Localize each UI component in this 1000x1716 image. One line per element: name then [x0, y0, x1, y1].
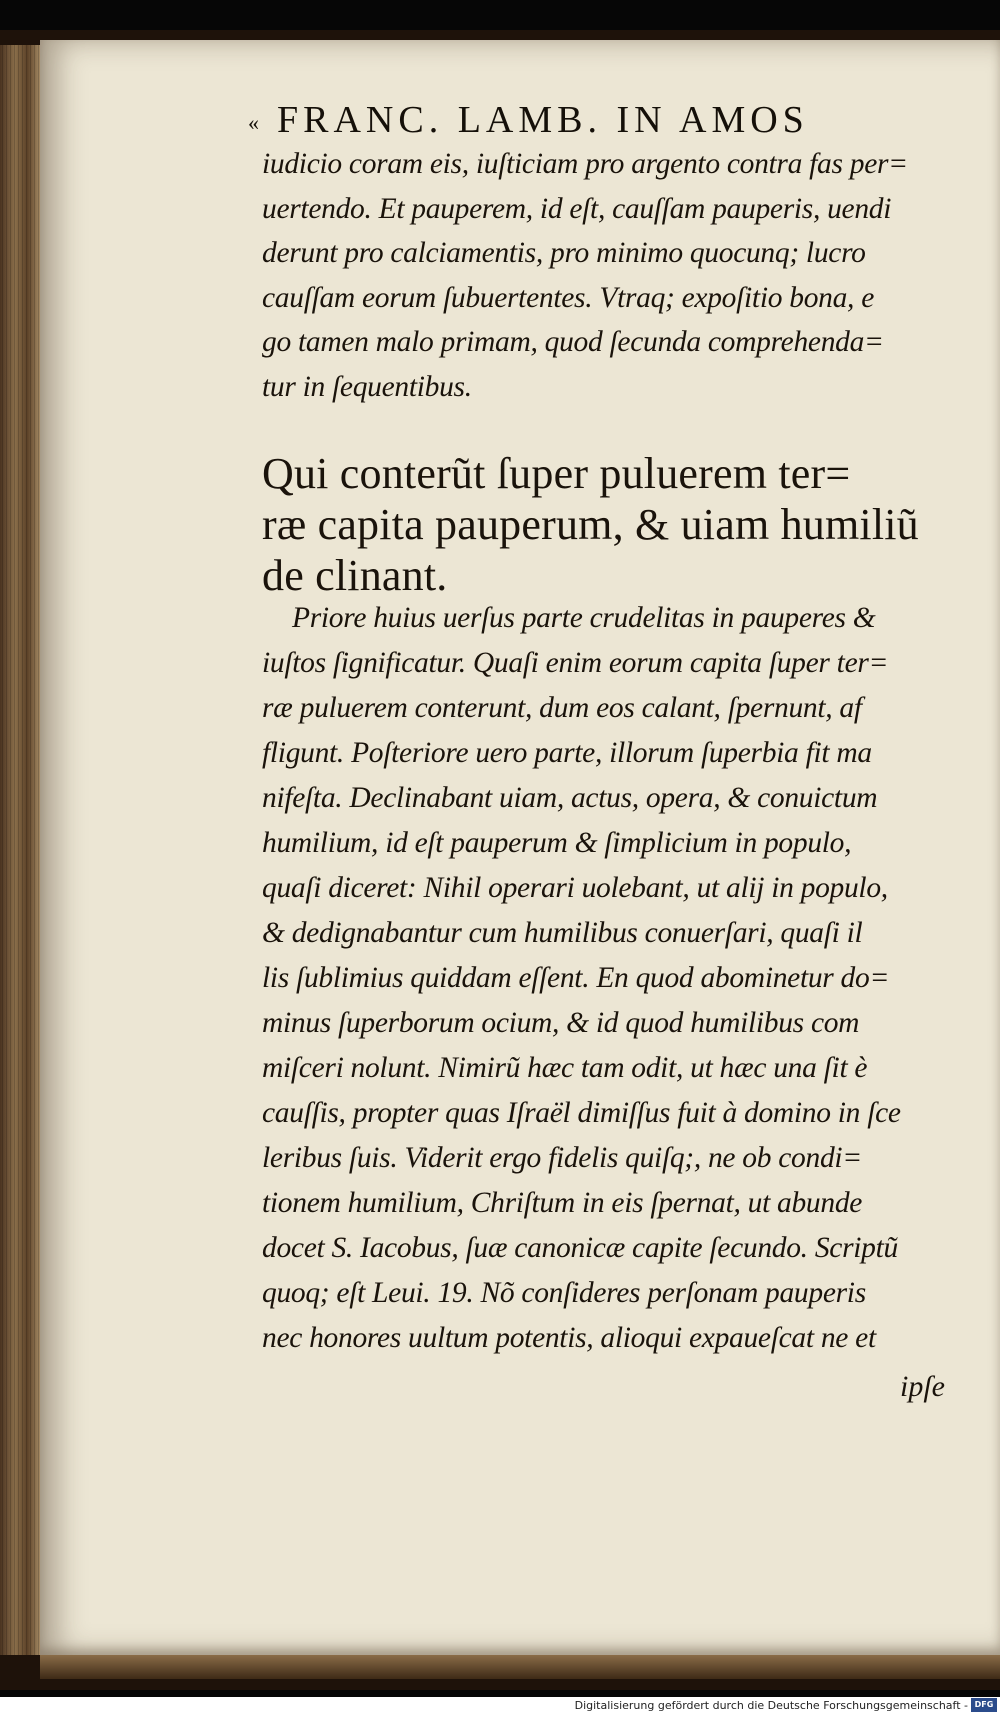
text-line: cauſſam eorum ſubuertentes. Vtraq; expoſitio bona, e: [262, 281, 874, 314]
text-line: humilium, id eſt pauperum & ſimplicium in populo,: [262, 827, 852, 859]
text-line: de clinant.: [262, 551, 448, 600]
text-line: tur in ſequentibus.: [262, 370, 472, 403]
text-line: & dedignabantur cum humilibus conuerſari, quaſi il: [262, 917, 863, 949]
text-line: quaſi diceret: Nihil operari uolebant, ut alij in populo,: [262, 872, 888, 904]
text-line: cauſſis, propter quas Iſraël dimiſſus fuit à domino in ſce: [262, 1097, 901, 1129]
text-line: ræ puluerem conterunt, dum eos calant, ſpernunt, af: [262, 692, 862, 724]
text-line: tionem humilium, Chriſtum in eis ſpernat, ut abunde: [262, 1187, 863, 1219]
text-line: iuſtos ſignificatur. Quaſi enim eorum capita ſuper ter=: [262, 647, 889, 679]
text-line: go tamen malo primam, quod ſecunda comprehenda=: [262, 326, 884, 358]
footer-credit: Digitalisierung gefördert durch die Deutsche Forschungsgemeinschaft -: [574, 1699, 968, 1712]
head-mark: «: [248, 110, 259, 136]
text-line: docet S. Iacobus, ſuæ canonicæ capite ſecundo. Scriptũ: [262, 1232, 898, 1264]
text-line: quoq; eſt Leui. 19. Nõ conſideres perſonam pauperis: [262, 1277, 866, 1309]
book-bottom-edge: [40, 1655, 1000, 1679]
text-line: nifeſta. Declinabant uiam, actus, opera, & conuictum: [262, 782, 878, 814]
text-line: uertendo. Et pauperem, id eſt, cauſſam pauperis, uendi: [262, 192, 892, 225]
text-line: Priore huius uerſus parte crudelitas in pauperes &: [292, 602, 876, 634]
dfg-logo: DFG: [971, 1698, 997, 1712]
catchword: ipſe: [900, 1370, 945, 1403]
running-head: [248, 98, 968, 142]
text-line: leribus ſuis. Viderit ergo fidelis quiſq;, ne ob condi=: [262, 1142, 862, 1174]
running-head-title: FRANC. LAMB. IN AMOS: [277, 99, 809, 141]
text-line: nec honores uultum potentis, alioqui expaueſcat ne et: [262, 1322, 876, 1354]
text-line: miſceri nolunt. Nimirũ hæc tam odit, ut hæc una ſit è: [262, 1052, 868, 1084]
text-line: lis ſublimius quiddam eſſent. En quod abominetur do=: [262, 962, 890, 994]
text-line: ræ capita pauperum, & uiam humiliũ: [262, 500, 919, 549]
text-line: iudicio coram eis, iuſticiam pro argento contra fas per=: [262, 148, 908, 180]
text-line: minus ſuperborum ocium, & id quod humilibus com: [262, 1007, 860, 1039]
text-line: derunt pro calciamentis, pro minimo quocunq; lucro: [262, 237, 866, 269]
text-line: fligunt. Poſteriore uero parte, illorum ſuperbia fit ma: [262, 737, 872, 769]
text-line: Qui conterũt ſuper puluerem ter=: [262, 449, 851, 498]
